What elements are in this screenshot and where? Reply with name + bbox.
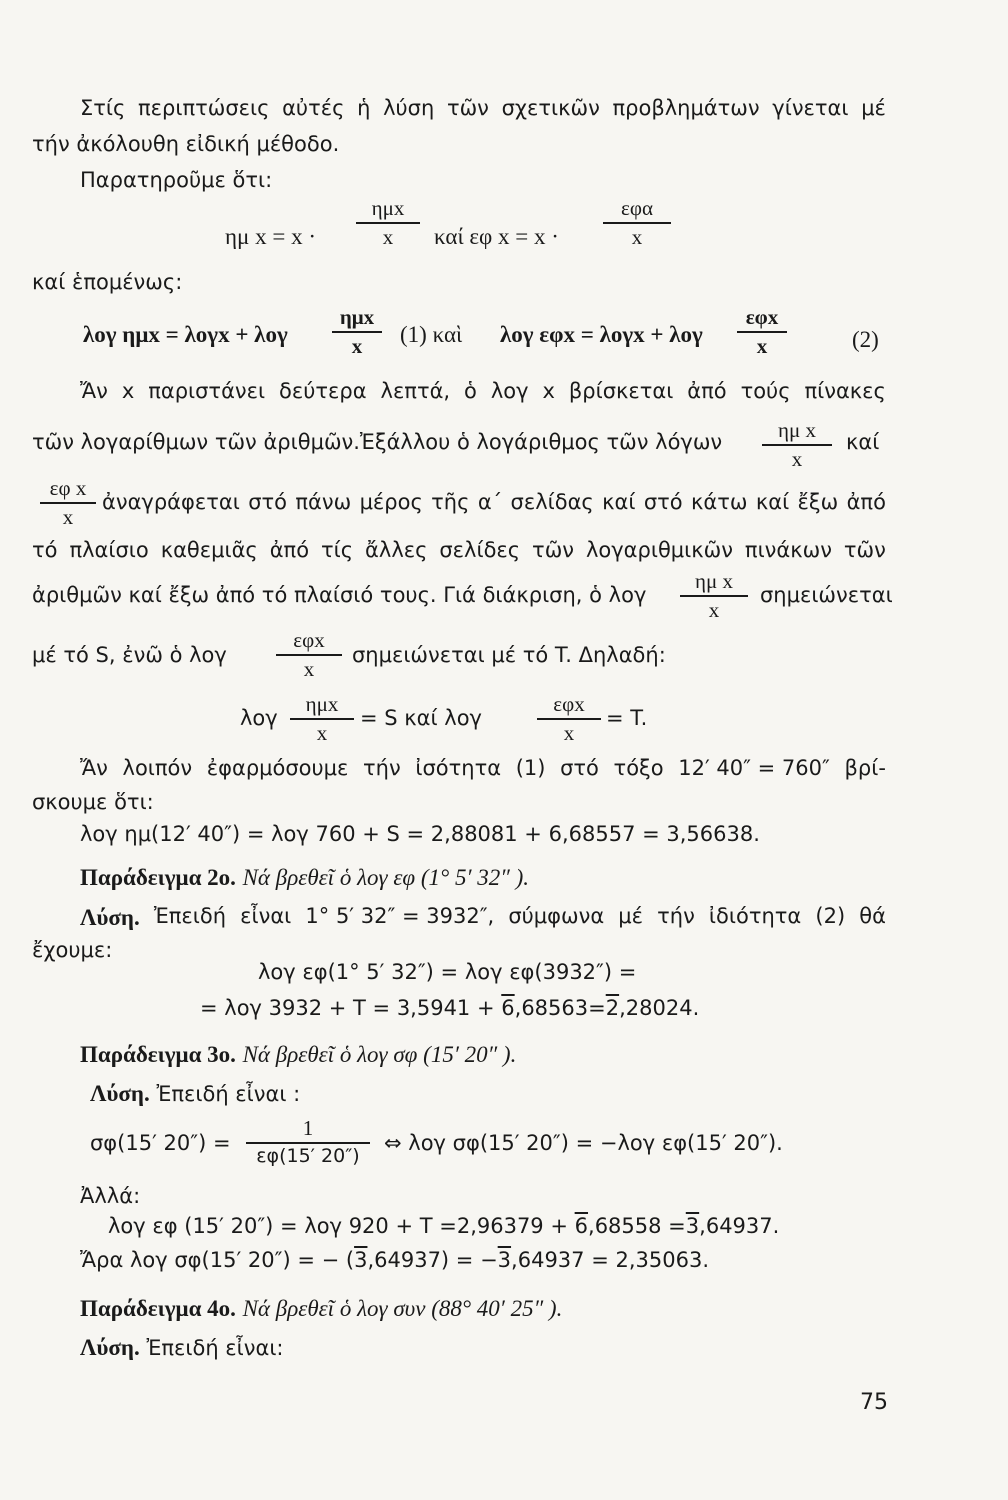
- solution-3-eq-right: ⇔ λογ σφ(15′ 20″) = −λογ εφ(15′ 20″).: [384, 1131, 783, 1155]
- denominator: x: [382, 224, 394, 249]
- word: ἔξω: [797, 490, 839, 514]
- denominator: x: [791, 446, 803, 471]
- word: ὁ: [464, 379, 477, 403]
- line5-fraction: [762, 420, 832, 470]
- word: Στίς: [80, 96, 126, 120]
- solution-3-fraction: [246, 1118, 370, 1166]
- word: γίνεται: [772, 96, 849, 120]
- word: τήν: [363, 756, 401, 780]
- bar-digit: 2: [605, 996, 620, 1020]
- page-number: 75: [860, 1390, 888, 1415]
- fraction-bar: [537, 718, 601, 720]
- word: προβλημάτων: [612, 96, 760, 120]
- paragraph-consequently: καί ἑπομένως:: [32, 270, 183, 294]
- word: ἰδιότητα: [708, 904, 802, 928]
- example-statement: Νά βρεθεῖ ὁ λογ συν (88° 40′ 25″ ).: [242, 1296, 563, 1321]
- paragraph-line-11: σκουμε ὅτι:: [32, 790, 154, 814]
- word: εἶναι: [240, 904, 292, 928]
- denominator: x: [316, 720, 328, 745]
- numerator: ημx: [305, 692, 339, 716]
- eq1-fraction-1: [356, 198, 420, 248]
- word: 1° 5′ 32″ = 3932″,: [305, 904, 495, 928]
- numerator: εφx: [745, 305, 779, 329]
- word: σύμφωνα: [508, 904, 605, 928]
- word: τόξο: [613, 756, 664, 780]
- numerator: ημx: [371, 196, 405, 220]
- eq2-fraction-1: [332, 307, 382, 357]
- eq-part: ,64937.: [699, 1214, 780, 1238]
- word: λεπτά,: [380, 379, 451, 403]
- paragraph-line-6: [102, 492, 886, 513]
- eq2-label-1: (1) καὶ: [400, 322, 463, 347]
- example-statement: Νά βρεθεῖ ὁ λογ σφ (15′ 20″ ).: [242, 1042, 517, 1067]
- word: σελίδας: [510, 490, 594, 514]
- word: τῶν: [532, 538, 575, 562]
- paragraph-line-5-end: καί: [846, 430, 880, 454]
- word: πλαίσιο: [69, 538, 149, 562]
- word: λοιπόν: [122, 756, 193, 780]
- example-title: Παράδειγμα 2ο.: [80, 865, 236, 890]
- word: λύση: [383, 96, 435, 120]
- solution-text: Ἐπειδή εἶναι:: [146, 1336, 284, 1360]
- paragraph-line-8-end: σημειώνεται: [760, 583, 893, 607]
- solution-label: Λύση.: [80, 905, 140, 930]
- word: ἀναγράφεται: [102, 490, 240, 514]
- paragraph-line-4: [80, 381, 886, 402]
- example-title: Παράδειγμα 3ο.: [80, 1042, 236, 1067]
- numerator: ημ x: [695, 569, 733, 593]
- numerator: εφx: [553, 692, 585, 716]
- denominator: x: [708, 597, 720, 622]
- word: στό: [248, 490, 287, 514]
- solution-3-line: [90, 1082, 300, 1105]
- fraction-bar: [246, 1142, 370, 1144]
- denominator: εφ(15′ 20″): [256, 1144, 360, 1167]
- numerator: ημ x: [778, 418, 816, 442]
- eq-part: ,64937 = 2,35063.: [511, 1248, 709, 1272]
- eq2-fraction-2: [737, 307, 787, 357]
- word: ἐφαρμόσουμε: [206, 756, 349, 780]
- solution-label: Λύση.: [80, 1335, 140, 1360]
- fraction-bar: [603, 222, 671, 224]
- word: Ἄν: [80, 379, 108, 403]
- denominator: x: [351, 333, 363, 358]
- word: μέ: [861, 96, 886, 120]
- fraction-bar: [290, 718, 354, 720]
- word: πινάκων: [744, 538, 832, 562]
- word: παριστάνει: [148, 379, 266, 403]
- denominator: x: [631, 224, 643, 249]
- word: (2): [815, 904, 846, 928]
- solution-2-line-2: ἔχουμε:: [32, 938, 113, 962]
- fraction-bar: [356, 222, 420, 224]
- word: ἡ: [357, 96, 371, 120]
- denominator: x: [756, 333, 768, 358]
- bar-digit: 3: [685, 1214, 700, 1238]
- numerator: ημx: [339, 305, 375, 329]
- paragraph-line-9a: μέ τό S, ἐνῶ ὁ λογ: [32, 643, 227, 667]
- word: τούς: [740, 379, 791, 403]
- fraction-bar: [762, 444, 832, 446]
- example-4-heading: [80, 1297, 562, 1320]
- eq3-right: = T.: [606, 706, 648, 730]
- eq1-fraction-2: [603, 198, 671, 248]
- eq-part: = λογ 3932 + T = 3,5941 +: [200, 996, 495, 1020]
- eq-part: ,64937) = −: [367, 1248, 498, 1272]
- eq2-left: λογ ημx = λογx + λογ: [83, 322, 288, 347]
- eq1-left: ημ x = x ·: [225, 224, 316, 249]
- word: μέ: [618, 904, 644, 928]
- word: ἰσότητα: [415, 756, 502, 780]
- eq3-fraction-1: [290, 694, 354, 744]
- solution-2-line: [80, 906, 886, 929]
- word: βρί-: [844, 756, 886, 780]
- word: α΄: [477, 490, 503, 514]
- word: τῶν: [843, 538, 886, 562]
- fraction-bar: [680, 595, 748, 597]
- word: σχετικῶν: [501, 96, 600, 120]
- eq3-fraction-2: [537, 694, 601, 744]
- line6-fraction: [40, 478, 96, 528]
- eq3-left: λογ: [240, 706, 278, 730]
- solution-3-eq-left: σφ(15′ 20″) =: [90, 1131, 231, 1155]
- denominator: x: [563, 720, 575, 745]
- bar-digit: 3: [497, 1248, 512, 1272]
- paragraph-line-8: ἀριθμῶν καί ἔξω ἀπό τό πλαίσιό τους. Γιά διάκριση, ὁ λογ: [32, 583, 647, 607]
- paragraph-line-3: Παρατηροῦμε ὅτι:: [80, 168, 273, 192]
- equation-line-12: λογ ημ(12′ 40″) = λογ 760 + S = 2,88081 + 6,68557 = 3,56638.: [80, 822, 760, 846]
- example-2-heading: [80, 866, 529, 889]
- solution-3-eq-2: [108, 1216, 779, 1237]
- word: Ἄν: [80, 756, 108, 780]
- paragraph-line-1: [80, 98, 886, 119]
- eq1-mid: καί εφ x = x ·: [434, 224, 559, 249]
- numerator: εφ x: [49, 476, 87, 500]
- fraction-bar: [276, 654, 342, 656]
- example-title: Παράδειγμα 4ο.: [80, 1296, 236, 1321]
- eq-part: ,68558 =: [588, 1214, 686, 1238]
- bar-digit: 6: [574, 1214, 589, 1238]
- eq3-mid: = S καί λογ: [360, 706, 482, 730]
- word: τῶν: [446, 96, 489, 120]
- denominator: x: [303, 656, 315, 681]
- solution-label: Λύση.: [90, 1081, 150, 1106]
- fraction-bar: [737, 331, 787, 333]
- word: ἄλλες: [365, 538, 428, 562]
- eq-part: λογ εφ (15′ 20″) = λογ 920 + T =2,96379 +: [108, 1214, 568, 1238]
- word: καθεμιᾶς: [160, 538, 258, 562]
- word: ἀπό: [687, 379, 727, 403]
- example-statement: Νά βρεθεῖ ὁ λογ εφ (1° 5′ 32″ ).: [242, 865, 530, 890]
- eq2-label-2: (2): [852, 327, 879, 352]
- word: πίνακες: [804, 379, 886, 403]
- word: καί: [602, 490, 636, 514]
- word: (1): [515, 756, 546, 780]
- paragraph-line-5: τῶν λογαρίθμων τῶν ἀριθμῶν.Ἐξάλλου ὁ λογάριθμος τῶν λόγων: [32, 430, 723, 454]
- word: ἀπό: [269, 538, 310, 562]
- word: δεύτερα: [279, 379, 367, 403]
- word: τό: [32, 538, 58, 562]
- word: 12′ 40″ = 760″: [678, 756, 830, 780]
- eq2-right: λογ εφx = λογx + λογ: [500, 322, 703, 347]
- fraction-bar: [40, 502, 96, 504]
- denominator: x: [62, 504, 74, 529]
- word: λογαριθμικῶν: [585, 538, 733, 562]
- solution-3-eq-3: [80, 1250, 709, 1271]
- paragraph-line-7: [32, 540, 886, 561]
- word: τίς: [321, 538, 354, 562]
- numerator: εφα: [621, 196, 653, 220]
- word: ἀπό: [846, 490, 886, 514]
- word: σελίδες: [439, 538, 521, 562]
- word: μέρος: [359, 490, 423, 514]
- word: αὐτές: [282, 96, 345, 120]
- word: περιπτώσεις: [138, 96, 270, 120]
- solution-2-eq-1: λογ εφ(1° 5′ 32″) = λογ εφ(3932″) =: [258, 960, 637, 984]
- word: τήν: [657, 904, 695, 928]
- word: Ἐπειδή: [153, 904, 227, 928]
- word: πάνω: [295, 490, 352, 514]
- word: τῆς: [431, 490, 470, 514]
- word: στό: [560, 756, 599, 780]
- word: καί: [755, 490, 790, 514]
- word: κάτω: [691, 490, 748, 514]
- word: βρίσκεται: [568, 379, 674, 403]
- eq-part: Ἄρα λογ σφ(15′ 20″) = − (: [80, 1248, 355, 1272]
- eq-part: ,68563=: [514, 996, 606, 1020]
- paragraph-line-9b: σημειώνεται μέ τό T. Δηλαδή:: [352, 643, 666, 667]
- solution-text: Ἐπειδή εἶναι :: [156, 1082, 301, 1106]
- paragraph-line-2: τήν ἀκόλουθη εἰδική μέθοδο.: [32, 132, 340, 156]
- but-line: Ἀλλά:: [80, 1184, 141, 1208]
- fraction-bar: [332, 331, 382, 333]
- word: x: [121, 379, 135, 403]
- paragraph-line-10: [80, 758, 886, 779]
- example-3-heading: [80, 1043, 516, 1066]
- numerator: 1: [302, 1116, 314, 1140]
- word: x: [542, 379, 555, 403]
- bar-digit: 3: [354, 1248, 368, 1272]
- solution-2-eq-2: [200, 998, 699, 1019]
- word: θά: [859, 904, 886, 928]
- line9-fraction: [276, 630, 342, 680]
- line8-fraction: [680, 571, 748, 621]
- bar-digit: 6: [501, 996, 515, 1020]
- solution-4-line: [80, 1336, 284, 1359]
- word: στό: [643, 490, 683, 514]
- eq-part: ,28024.: [619, 996, 700, 1020]
- numerator: εφx: [293, 628, 325, 652]
- word: λογ: [490, 379, 529, 403]
